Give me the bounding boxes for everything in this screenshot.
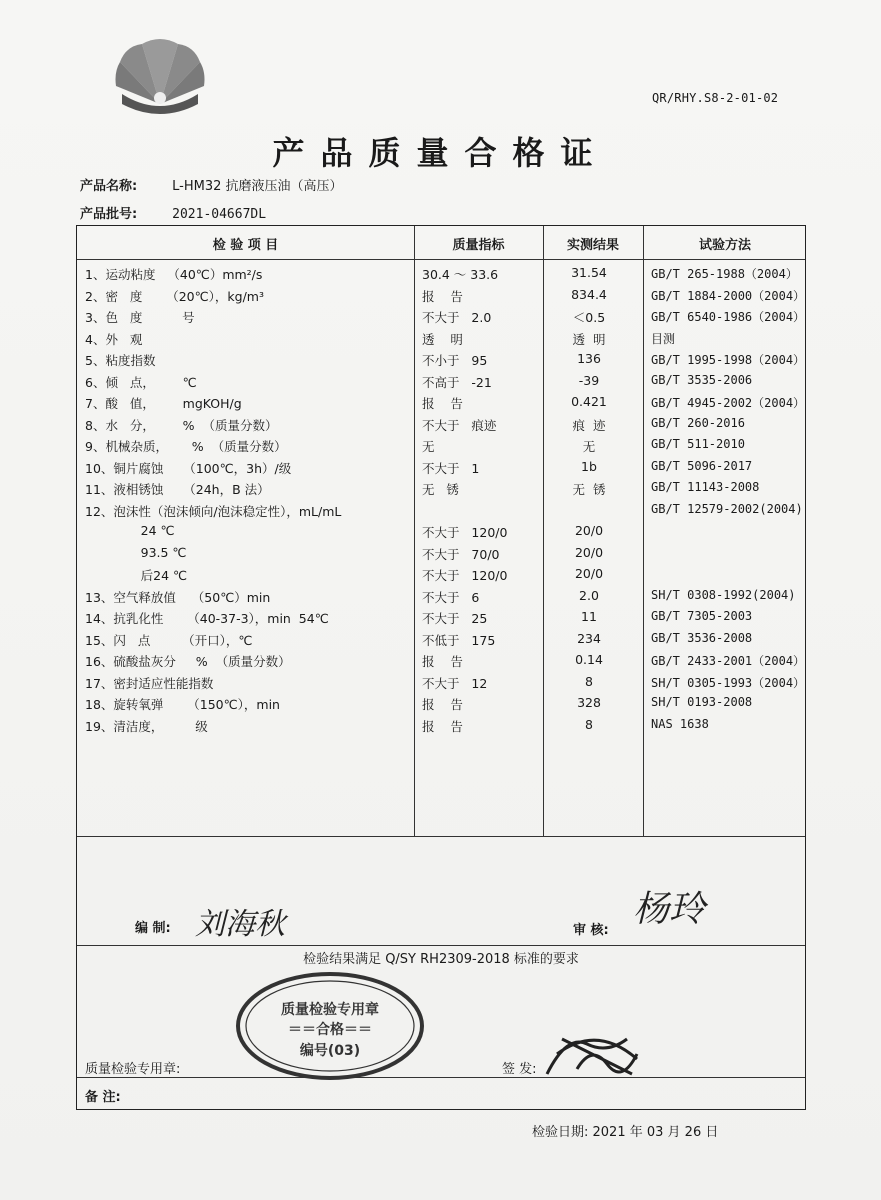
stamp-line-2: ＝＝合格＝＝ <box>288 1022 372 1038</box>
row-spec: 报 告 <box>422 288 463 304</box>
row-spec: 不大于 痕迹 <box>422 417 497 433</box>
row-method: GB/T 6540-1986（2004） <box>651 310 806 324</box>
table-row <box>77 391 805 413</box>
row-spec: 不大于 25 <box>422 611 488 626</box>
row-item: 4、外 观 <box>85 331 143 347</box>
row-item: 5、粘度指数 <box>85 353 156 368</box>
table-row <box>77 649 805 671</box>
table-row <box>77 692 805 714</box>
signature-area <box>77 837 805 945</box>
row-method: GB/T 2433-2001（2004） <box>651 654 806 668</box>
row-result: 无 <box>582 439 596 454</box>
row-spec: 报 告 <box>422 396 463 411</box>
row-result: -39 <box>578 372 600 388</box>
row-method: GB/T 511-2010 <box>651 437 745 451</box>
company-logo-icon <box>112 34 208 118</box>
row-item: 17、密封适应性能指数 <box>85 675 214 691</box>
standard-statement: 检验结果满足 Q/SY RH2309-2018 标准的要求 <box>303 952 579 967</box>
compiler-label: 编 制: <box>135 921 171 936</box>
row-result: 234 <box>577 630 601 646</box>
row-method: GB/T 12579-2002(2004) <box>651 501 803 516</box>
row-item: 12、泡沫性（泡沫倾向/泡沫稳定性），mL/mL <box>85 503 342 519</box>
compiler-signature: 刘海秋 <box>195 907 285 942</box>
row-spec: 无 锈 <box>422 482 459 497</box>
row-result: 8 <box>585 673 593 689</box>
row-item: 7、酸 值， mgKOH/g <box>85 396 242 411</box>
table-row <box>77 284 805 306</box>
row-spec: 无 <box>422 439 435 454</box>
product-name-label: 产品名称: <box>80 179 138 194</box>
row-item: 10、铜片腐蚀 （100℃，3h）/级 <box>85 460 292 476</box>
row-result: 328 <box>577 695 601 710</box>
table-row <box>77 714 805 736</box>
table-row <box>77 262 805 284</box>
row-item: 16、硫酸盐灰分 % （质量分数） <box>85 654 291 669</box>
row-spec: 不大于 70/0 <box>422 546 500 562</box>
batch-line <box>80 203 266 222</box>
row-result: 无 锈 <box>572 482 606 497</box>
row-divider <box>77 945 805 946</box>
row-item: 15、闪 点 （开口），℃ <box>85 632 253 648</box>
row-result: 834.4 <box>571 286 607 302</box>
row-item: 19、清洁度， 级 <box>85 718 208 734</box>
batch-label: 产品批号: <box>80 207 138 222</box>
row-item: 1、运动粘度 （40℃）mm²/s <box>85 267 263 282</box>
table-row <box>77 477 805 499</box>
row-result: 31.54 <box>571 265 607 280</box>
product-name-line <box>80 175 343 194</box>
row-item: 3、色 度 号 <box>85 310 195 325</box>
row-item: 9、机械杂质， % （质量分数） <box>85 439 287 454</box>
header-divider <box>77 259 805 260</box>
row-spec: 不大于 12 <box>422 675 488 691</box>
inspection-date: 检验日期: 2021 年 03 月 26 日 <box>532 1125 719 1140</box>
row-item: 后24 ℃ <box>85 568 188 583</box>
row-result: 11 <box>581 609 597 624</box>
row-spec: 报 告 <box>422 697 463 712</box>
row-result: 20/0 <box>574 544 604 560</box>
row-method: GB/T 265-1988（2004） <box>651 267 798 281</box>
row-method: GB/T 1884-2000（2004） <box>651 288 806 303</box>
row-result: 20/0 <box>574 523 604 538</box>
page-title: 产品质量合格证 <box>272 134 609 172</box>
document-number: QR/RHY.S8-2-01-02 <box>652 91 779 105</box>
table-row <box>77 434 805 456</box>
row-item: 24 ℃ <box>85 523 175 538</box>
row-item: 8、水 分， % （质量分数） <box>85 417 278 433</box>
row-result: 1b <box>581 458 597 474</box>
row-item: 14、抗乳化性 （40-37-3），min 54℃ <box>85 611 329 626</box>
row-result: 136 <box>577 351 601 366</box>
row-item: 93.5 ℃ <box>85 544 187 560</box>
table-row <box>77 563 805 585</box>
table-row <box>77 413 805 435</box>
row-method: GB/T 260-2016 <box>651 415 745 430</box>
row-method: GB/T 11143-2008 <box>651 480 760 494</box>
issuer-label: 签 发: <box>502 1062 537 1077</box>
header-result: 实测结果 <box>566 238 619 253</box>
row-item: 18、旋转氧弹 （150℃），min <box>85 697 280 712</box>
row-spec: 不高于 -21 <box>422 374 492 390</box>
row-item: 13、空气释放值 （50℃）min <box>85 589 271 605</box>
row-method: SH/T 0308-1992(2004) <box>651 587 796 602</box>
row-spec: 不大于 2.0 <box>422 310 492 325</box>
row-result: 0.421 <box>571 394 607 409</box>
row-method: GB/T 3536-2008 <box>651 630 753 645</box>
table-row <box>77 628 805 650</box>
row-item: 11、液相锈蚀 （24h，B 法） <box>85 482 270 497</box>
row-item: 2、密 度 （20℃），kg/m³ <box>85 288 264 304</box>
notes-label: 备 注: <box>85 1090 121 1105</box>
row-result: 20/0 <box>574 566 604 581</box>
row-spec: 不大于 120/0 <box>422 568 508 583</box>
inspection-table <box>76 225 806 1110</box>
batch-value: 2021-04667DL <box>172 207 267 222</box>
reviewer-signature: 杨玲 <box>633 889 706 930</box>
row-spec: 不小于 95 <box>422 353 488 368</box>
row-method: GB/T 3535-2006 <box>651 372 753 387</box>
row-divider <box>77 1077 805 1078</box>
row-method: GB/T 7305-2003 <box>651 609 753 623</box>
row-result: ＜0.5 <box>572 310 606 325</box>
table-row <box>77 456 805 478</box>
stamp-line-3: 编号(03) <box>299 1043 361 1059</box>
row-result: 透 明 <box>572 331 606 347</box>
row-method: 目测 <box>651 331 676 346</box>
table-row <box>77 520 805 542</box>
row-spec: 不大于 6 <box>422 589 480 605</box>
header-method: 试验方法 <box>698 238 751 253</box>
row-spec: 报 告 <box>422 654 463 669</box>
table-row <box>77 585 805 607</box>
row-method: GB/T 4945-2002（2004） <box>651 396 806 410</box>
row-result: 2.0 <box>579 587 599 603</box>
row-spec: 不大于 120/0 <box>422 525 508 540</box>
row-spec: 不大于 1 <box>422 460 480 476</box>
row-spec: 不低于 175 <box>422 632 496 648</box>
table-row <box>77 499 805 521</box>
product-name-value: L-HM32 抗磨液压油（高压） <box>172 179 343 194</box>
table-row <box>77 348 805 370</box>
table-row <box>77 542 805 564</box>
row-spec: 报 告 <box>422 718 463 734</box>
table-row <box>77 606 805 628</box>
row-spec: 透 明 <box>422 331 463 347</box>
reviewer-label: 审 核: <box>573 923 609 938</box>
stamp-line-1: 质量检验专用章 <box>281 1002 379 1018</box>
row-result: 0.14 <box>575 652 603 667</box>
row-result: 8 <box>585 716 593 732</box>
issuer-signature-icon <box>537 1014 647 1084</box>
table-row <box>77 370 805 392</box>
row-method: SH/T 0305-1993（2004） <box>651 675 806 690</box>
row-method: GB/T 1995-1998（2004） <box>651 353 806 367</box>
row-method: NAS 1638 <box>651 716 709 731</box>
row-method: SH/T 0193-2008 <box>651 695 753 709</box>
header-item: 检 验 项 目 <box>212 238 279 253</box>
row-method: GB/T 5096-2017 <box>651 458 753 473</box>
row-spec: 30.4 ～ 33.6 <box>422 267 499 282</box>
row-result: 痕 迹 <box>572 417 606 433</box>
table-row <box>77 305 805 327</box>
table-row <box>77 327 805 349</box>
header-spec: 质量指标 <box>452 238 505 253</box>
table-row <box>77 671 805 693</box>
stamp-label: 质量检验专用章: <box>85 1062 181 1077</box>
row-item: 6、倾 点， ℃ <box>85 374 197 390</box>
